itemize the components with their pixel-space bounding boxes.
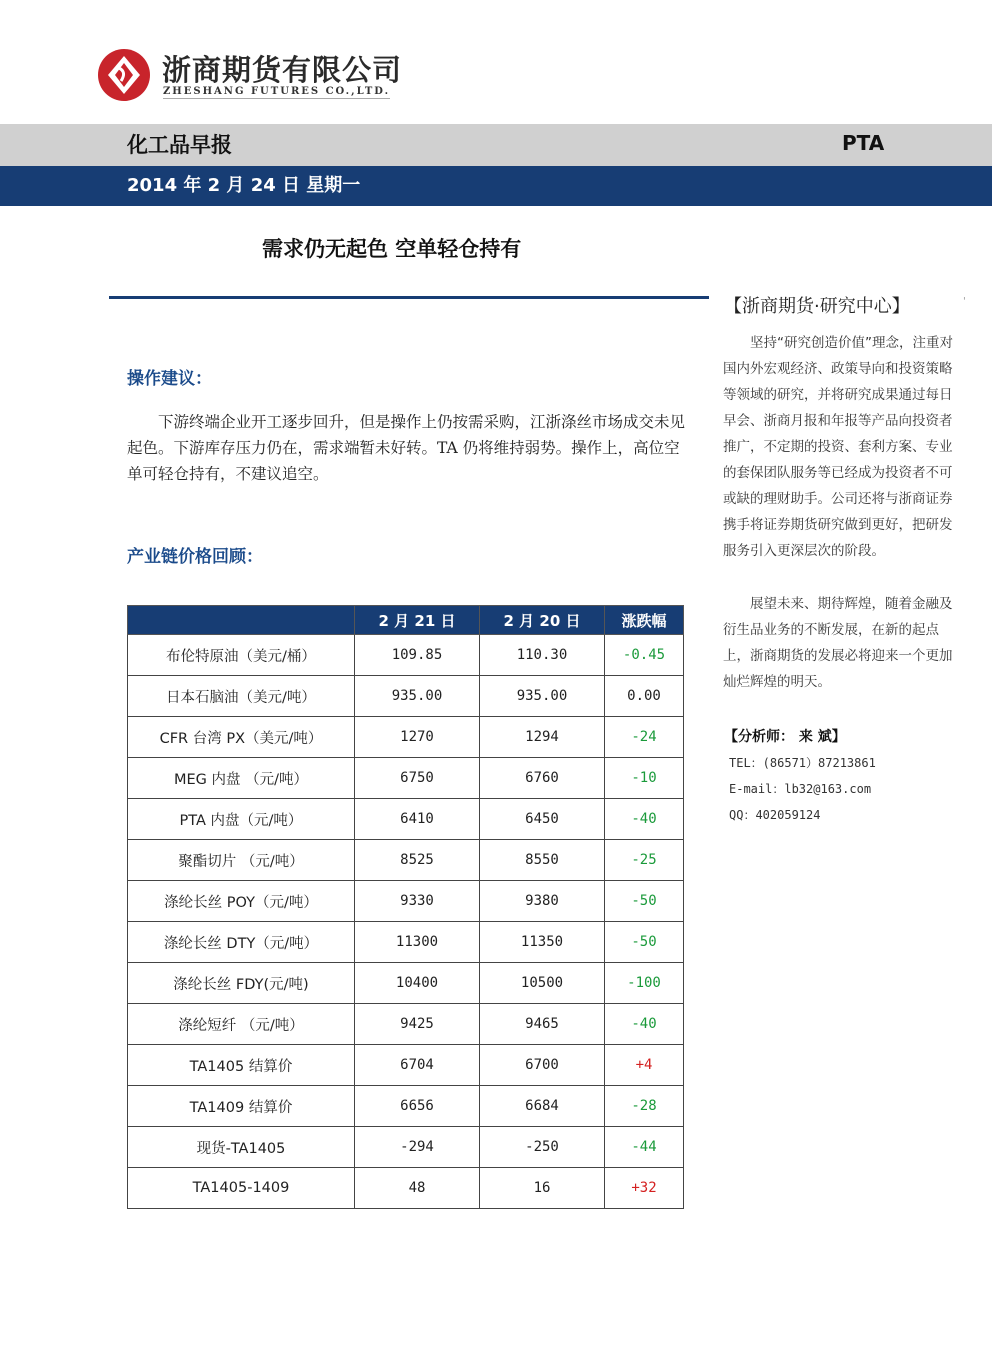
decorative-dot: ' (963, 296, 966, 307)
table-row (128, 963, 684, 1004)
row-value-20: 11350 (480, 922, 605, 963)
row-value-21: 6704 (355, 1045, 480, 1086)
advice-body: 下游终端企业开工逐步回升，但是操作上仍按需采购，江浙涤丝市场成交未见起色。下游库存压力仍在，需求端暂未好转。TA 仍将维持弱势。操作上，高位空单可轻仓持有，不建议追空。 (127, 413, 686, 483)
research-center-outlook: 展望未来、期待辉煌，随着金融及衍生品业务的不断发展，在新的起点上，浙商期货的发展必将迎来一个更加灿烂辉煌的明天。 (723, 596, 953, 690)
header-date-20: 2 月 20 日 (480, 606, 605, 635)
row-value-21: 48 (355, 1168, 480, 1209)
row-change: -44 (605, 1127, 684, 1168)
advice-heading: 操作建议： (127, 369, 212, 389)
row-name: 日本石脑油（美元/吨） (128, 676, 355, 717)
report-type: 化工品早报 (127, 133, 232, 157)
report-date: 2014 年 2 月 24 日 星期一 (127, 175, 361, 196)
row-value-20: 110.30 (480, 635, 605, 676)
table-row (128, 922, 684, 963)
row-value-21: 6750 (355, 758, 480, 799)
analyst-qq: QQ：402059124 (729, 808, 821, 822)
table-row (128, 840, 684, 881)
row-value-20: 6450 (480, 799, 605, 840)
row-change: -40 (605, 1004, 684, 1045)
research-center-heading: 【浙商期货·研究中心】 (724, 296, 910, 317)
table-row (128, 881, 684, 922)
price-table-header (128, 606, 684, 635)
row-name: TA1405 结算价 (128, 1045, 355, 1086)
table-row (128, 676, 684, 717)
row-value-21: 1270 (355, 717, 480, 758)
row-value-20: 6684 (480, 1086, 605, 1127)
row-value-20: -250 (480, 1127, 605, 1168)
row-name: PTA 内盘（元/吨） (128, 799, 355, 840)
report-title: 需求仍无起色 空单轻仓持有 (262, 237, 522, 261)
row-change: -40 (605, 799, 684, 840)
row-change: -25 (605, 840, 684, 881)
row-change: 0.00 (605, 676, 684, 717)
row-value-21: 935.00 (355, 676, 480, 717)
row-value-20: 9380 (480, 881, 605, 922)
row-name: 涤纶长丝 FDY(元/吨) (128, 963, 355, 1004)
row-value-21: 109.85 (355, 635, 480, 676)
row-value-20: 10500 (480, 963, 605, 1004)
row-name: 涤纶短纤 （元/吨） (128, 1004, 355, 1045)
row-value-20: 8550 (480, 840, 605, 881)
table-row (128, 1168, 684, 1209)
product-label: PTA (842, 131, 885, 155)
row-change: -10 (605, 758, 684, 799)
table-row (128, 1045, 684, 1086)
table-row (128, 717, 684, 758)
row-value-21: -294 (355, 1127, 480, 1168)
row-value-20: 16 (480, 1168, 605, 1209)
analyst-heading: 【分析师： 来 斌】 (724, 729, 846, 745)
row-value-21: 9330 (355, 881, 480, 922)
row-name: 涤纶长丝 DTY（元/吨） (128, 922, 355, 963)
analyst-email[interactable]: E-mail：lb32@163.com (729, 782, 872, 796)
row-change: -50 (605, 922, 684, 963)
table-row (128, 635, 684, 676)
table-row (128, 1127, 684, 1168)
row-value-20: 9465 (480, 1004, 605, 1045)
review-heading: 产业链价格回顾： (127, 547, 263, 567)
row-change: +32 (605, 1168, 684, 1209)
row-value-21: 10400 (355, 963, 480, 1004)
analyst-tel: TEL：(86571）87213861 (729, 756, 876, 770)
table-row (128, 1086, 684, 1127)
row-change: -50 (605, 881, 684, 922)
row-name: TA1409 结算价 (128, 1086, 355, 1127)
table-row (128, 799, 684, 840)
company-logo-icon (97, 48, 151, 102)
row-value-21: 9425 (355, 1004, 480, 1045)
row-value-20: 935.00 (480, 676, 605, 717)
row-change: -28 (605, 1086, 684, 1127)
row-change: +4 (605, 1045, 684, 1086)
title-divider (109, 296, 709, 299)
row-name: 涤纶长丝 POY（元/吨） (128, 881, 355, 922)
row-value-20: 6760 (480, 758, 605, 799)
price-table (127, 605, 684, 1209)
table-row (128, 758, 684, 799)
row-name: MEG 内盘 （元/吨） (128, 758, 355, 799)
row-value-21: 6656 (355, 1086, 480, 1127)
row-name: CFR 台湾 PX（美元/吨） (128, 717, 355, 758)
row-name: 布伦特原油（美元/桶） (128, 635, 355, 676)
table-row (128, 1004, 684, 1045)
row-name: 现货-TA1405 (128, 1127, 355, 1168)
row-change: -100 (605, 963, 684, 1004)
research-center-intro: 坚持“研究创造价值”理念，注重对国内外宏观经济、政策导向和投资策略等领域的研究，并将研究成果通过每日早会、浙商月报和年报等产品向投资者推广，不定期的投资、套利方案、专业的套保团队服务等已经成为投资者不可或缺的理财助手。公司还将与浙商证券携手将证券期货研究做到更好，把研发服务引入更深层次的阶段。 (723, 335, 953, 559)
row-value-21: 6410 (355, 799, 480, 840)
company-name-en: ZHESHANG FUTURES CO.,LTD. (163, 86, 391, 97)
row-value-20: 6700 (480, 1045, 605, 1086)
row-change: -0.45 (605, 635, 684, 676)
header-change: 涨跌幅 (605, 606, 684, 635)
header-date-21: 2 月 21 日 (355, 606, 480, 635)
row-name: TA1405-1409 (128, 1168, 355, 1209)
row-change: -24 (605, 717, 684, 758)
company-name-cn: 浙商期货有限公司 (162, 53, 403, 87)
row-name: 聚酯切片 （元/吨） (128, 840, 355, 881)
row-value-21: 8525 (355, 840, 480, 881)
row-value-21: 11300 (355, 922, 480, 963)
header-item (128, 606, 355, 635)
row-value-20: 1294 (480, 717, 605, 758)
